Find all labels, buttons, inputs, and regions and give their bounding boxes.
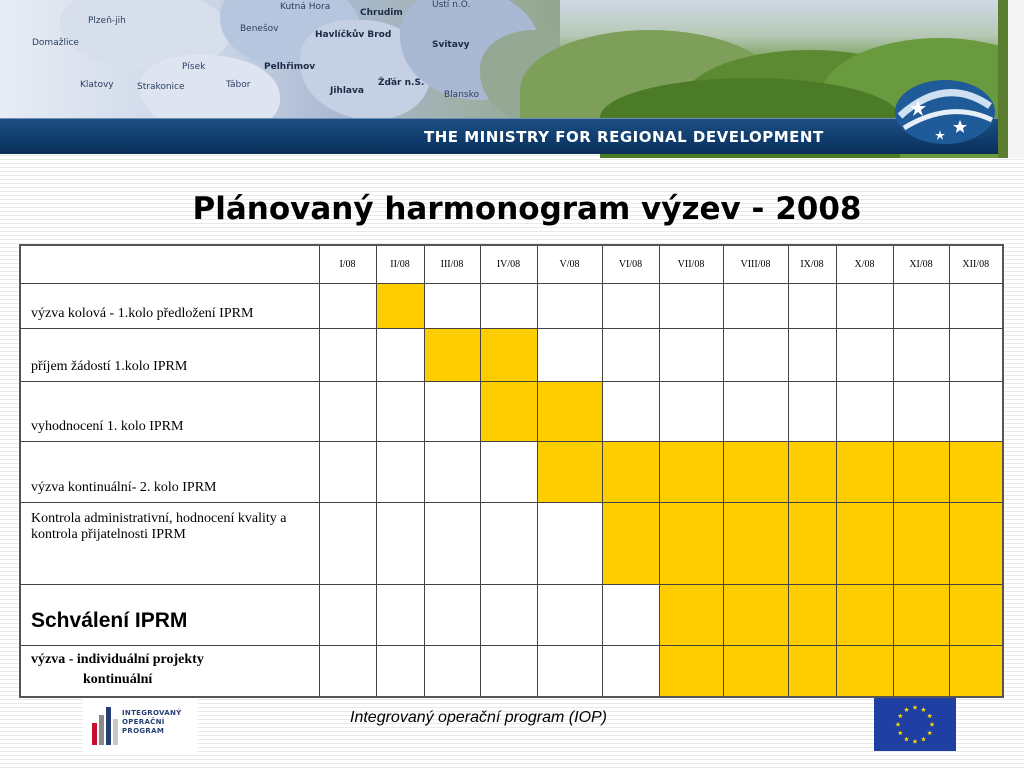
schedule-cell: [602, 381, 659, 441]
schedule-table: [19, 244, 1004, 698]
eu-flag-icon: [874, 698, 956, 751]
month-header: IX/08: [788, 245, 836, 283]
schedule-cell-active: [949, 584, 1003, 645]
month-header: VII/08: [659, 245, 723, 283]
map-city-label: Kutná Hora: [280, 2, 331, 12]
schedule-cell-active: [723, 584, 788, 645]
schedule-cell-active: [836, 584, 893, 645]
schedule-cell: [788, 283, 836, 328]
schedule-cell: [836, 328, 893, 381]
footer-caption: Integrovaný operační program (IOP): [350, 709, 608, 726]
schedule-cell: [537, 328, 602, 381]
schedule-cell: [376, 441, 424, 502]
task-label: [20, 645, 319, 697]
schedule-cell: [949, 283, 1003, 328]
schedule-cell: [319, 441, 376, 502]
table-row: [20, 381, 1003, 441]
map-city-label: Písek: [182, 62, 206, 72]
table-row: [20, 441, 1003, 502]
map-city-label: Chrudim: [360, 8, 403, 18]
schedule-cell-active: [836, 645, 893, 697]
month-header: VI/08: [602, 245, 659, 283]
schedule-cell: [319, 584, 376, 645]
ministry-logo-icon: [890, 70, 1000, 154]
schedule-cell: [480, 584, 537, 645]
month-header: XII/08: [949, 245, 1003, 283]
month-header: II/08: [376, 245, 424, 283]
schedule-cell: [788, 328, 836, 381]
map-city-label: Pelhřimov: [264, 62, 316, 72]
map-city-label: Blansko: [444, 90, 479, 100]
task-label: výzva kolová - 1.kolo předložení IPRM: [20, 283, 319, 328]
schedule-cell-active: [723, 502, 788, 584]
schedule-cell-active: [893, 645, 949, 697]
schedule-cell-active: [480, 328, 537, 381]
schedule-cell-active: [602, 441, 659, 502]
header-empty-cell: [20, 245, 319, 283]
ministry-title: THE MINISTRY FOR REGIONAL DEVELOPMENT: [424, 128, 824, 146]
schedule-cell-active: [537, 441, 602, 502]
schedule-cell: [319, 645, 376, 697]
schedule-cell: [319, 381, 376, 441]
map-city-label: Svitavy: [432, 40, 470, 50]
schedule-cell-active: [376, 283, 424, 328]
schedule-cell-active: [788, 584, 836, 645]
schedule-cell: [537, 584, 602, 645]
schedule-cell: [376, 381, 424, 441]
schedule-cell: [480, 645, 537, 697]
table-row: [20, 645, 1003, 697]
month-header: XI/08: [893, 245, 949, 283]
iop-logo: [83, 699, 198, 752]
schedule-cell: [319, 502, 376, 584]
task-label: příjem žádostí 1.kolo IPRM: [20, 328, 319, 381]
schedule-cell: [424, 645, 480, 697]
schedule-cell-active: [602, 502, 659, 584]
schedule-cell: [893, 283, 949, 328]
schedule-cell: [424, 441, 480, 502]
map-city-label: Žďár n.S.: [378, 78, 425, 88]
task-label-line: výzva - individuální projekty: [31, 651, 204, 667]
logo-text-line: INTEGROVANÝ: [122, 709, 182, 717]
schedule-cell: [602, 645, 659, 697]
schedule-cell: [893, 381, 949, 441]
schedule-cell: [376, 328, 424, 381]
schedule-cell-active: [949, 645, 1003, 697]
schedule-cell: [376, 584, 424, 645]
schedule-cell: [480, 502, 537, 584]
schedule-cell: [319, 328, 376, 381]
task-label-line: kontinuální: [83, 671, 153, 687]
schedule-cell-active: [659, 645, 723, 697]
task-label: vyhodnocení 1. kolo IPRM: [20, 381, 319, 441]
task-label: Schválení IPRM: [20, 584, 319, 645]
schedule-cell: [537, 502, 602, 584]
table-row: [20, 584, 1003, 645]
task-label: výzva kontinuální- 2. kolo IPRM: [20, 441, 319, 502]
schedule-cell: [723, 283, 788, 328]
schedule-cell: [949, 328, 1003, 381]
schedule-cell-active: [659, 441, 723, 502]
schedule-cell-active: [893, 584, 949, 645]
schedule-cell: [659, 381, 723, 441]
header-banner: [0, 0, 1024, 158]
schedule-cell-active: [893, 502, 949, 584]
map-city-label: Klatovy: [80, 80, 114, 90]
schedule-cell: [836, 283, 893, 328]
month-header: I/08: [319, 245, 376, 283]
table-row: [20, 283, 1003, 328]
schedule-cell: [788, 381, 836, 441]
ministry-title-bar: [0, 118, 1000, 154]
schedule-cell: [319, 283, 376, 328]
schedule-cell-active: [537, 381, 602, 441]
schedule-cell: [602, 584, 659, 645]
schedule-cell: [376, 645, 424, 697]
page-title: Plánovaný harmonogram výzev - 2008: [192, 191, 862, 227]
schedule-cell: [836, 381, 893, 441]
schedule-cell-active: [949, 441, 1003, 502]
month-header: IV/08: [480, 245, 537, 283]
map-city-label: Tábor: [226, 80, 251, 90]
schedule-cell: [376, 502, 424, 584]
map-city-label: Domažlice: [32, 38, 79, 48]
map-city-label: Benešov: [240, 24, 279, 34]
schedule-cell-active: [949, 502, 1003, 584]
schedule-cell: [424, 502, 480, 584]
schedule-cell: [949, 381, 1003, 441]
iop-logo-bars-icon: [92, 707, 118, 745]
schedule-cell: [537, 645, 602, 697]
month-header: X/08: [836, 245, 893, 283]
schedule-cell-active: [788, 645, 836, 697]
schedule-cell: [424, 283, 480, 328]
schedule-cell: [424, 381, 480, 441]
schedule-cell-active: [480, 381, 537, 441]
schedule-cell: [480, 441, 537, 502]
schedule-cell: [723, 328, 788, 381]
schedule-cell: [723, 381, 788, 441]
schedule-cell-active: [836, 441, 893, 502]
schedule-cell-active: [424, 328, 480, 381]
map-city-label: Havlíčkův Brod: [315, 30, 392, 40]
map-city-label: Jihlava: [330, 86, 364, 96]
schedule-cell-active: [659, 584, 723, 645]
logo-text-line: PROGRAM: [122, 727, 165, 735]
table-row: [20, 328, 1003, 381]
month-header: VIII/08: [723, 245, 788, 283]
schedule-cell-active: [836, 502, 893, 584]
schedule-cell: [602, 328, 659, 381]
schedule-cell-active: [788, 502, 836, 584]
logo-text-line: OPERAČNÍ: [122, 718, 165, 726]
map-city-label: Ústí n.O.: [432, 0, 471, 10]
schedule-cell-active: [723, 645, 788, 697]
map-city-label: Plzeň-jih: [88, 16, 126, 26]
map-city-label: Strakonice: [137, 82, 185, 92]
task-label: Kontrola administrativní, hodnocení kvality a kontrola přijatelnosti IPRM: [20, 502, 319, 584]
banner-edge: [998, 0, 1024, 158]
schedule-cell-active: [659, 502, 723, 584]
schedule-cell-active: [788, 441, 836, 502]
month-header: V/08: [537, 245, 602, 283]
table-row: [20, 502, 1003, 584]
schedule-cell: [659, 328, 723, 381]
iop-logo-text: [122, 709, 182, 736]
schedule-cell: [893, 328, 949, 381]
schedule-cell-active: [893, 441, 949, 502]
header-row: [20, 245, 1003, 283]
schedule-cell: [537, 283, 602, 328]
schedule-cell: [659, 283, 723, 328]
schedule-cell: [424, 584, 480, 645]
schedule-cell: [602, 283, 659, 328]
schedule-cell: [480, 283, 537, 328]
month-header: III/08: [424, 245, 480, 283]
schedule-cell-active: [723, 441, 788, 502]
